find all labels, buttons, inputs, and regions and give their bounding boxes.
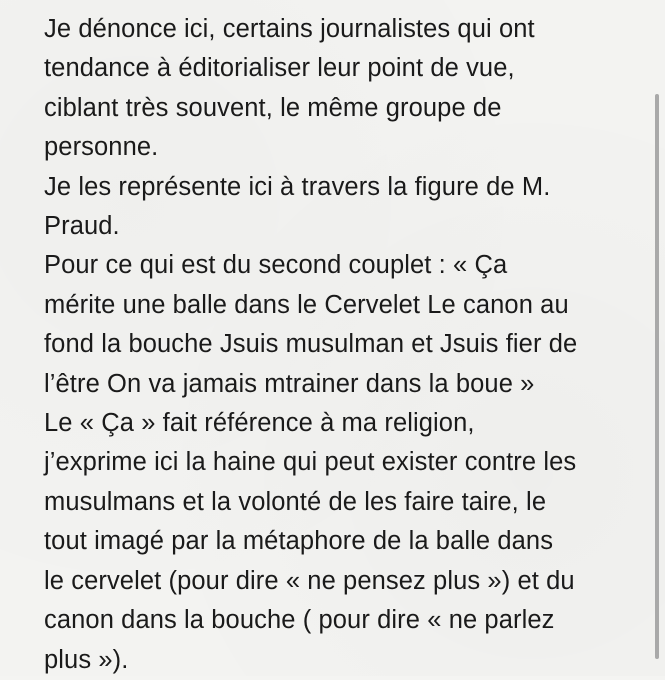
note-line: tendance à éditorialiser leur point de vue, <box>44 54 515 83</box>
note-line: mérite une balle dans le Cervelet Le canon au <box>44 290 569 319</box>
note-line: Praud. <box>44 212 120 241</box>
note-line: personne. <box>44 133 159 162</box>
note-line: musulmans et la volonté de les faire taire, le <box>44 487 547 516</box>
note-line: fond la bouche Jsuis musulman et Jsuis fier de <box>44 330 578 359</box>
note-line: canon dans la bouche ( pour dire « ne parlez <box>44 606 555 635</box>
note-line: le cervelet (pour dire « ne pensez plus ») et du <box>44 566 575 595</box>
note-line: ciblant très souvent, le même groupe de <box>44 93 502 122</box>
note-line: tout imagé par la métaphore de la balle dans <box>44 527 554 556</box>
note-line: Je les représente ici à travers la figure de M. <box>44 172 551 201</box>
note-body[interactable] <box>44 10 634 680</box>
note-line: plus »). <box>44 645 129 674</box>
note-line: j’exprime ici la haine qui peut exister contre les <box>44 448 577 477</box>
note-line: Je dénonce ici, certains journalistes qui ont <box>44 15 535 43</box>
note-line: Le « Ça » fait référence à ma religion, <box>44 409 475 438</box>
note-line: l’être On va jamais mtrainer dans la boue » <box>44 369 535 398</box>
note-line: Pour ce qui est du second couplet : « Ça <box>44 251 508 280</box>
vertical-scrollbar[interactable] <box>655 94 659 659</box>
